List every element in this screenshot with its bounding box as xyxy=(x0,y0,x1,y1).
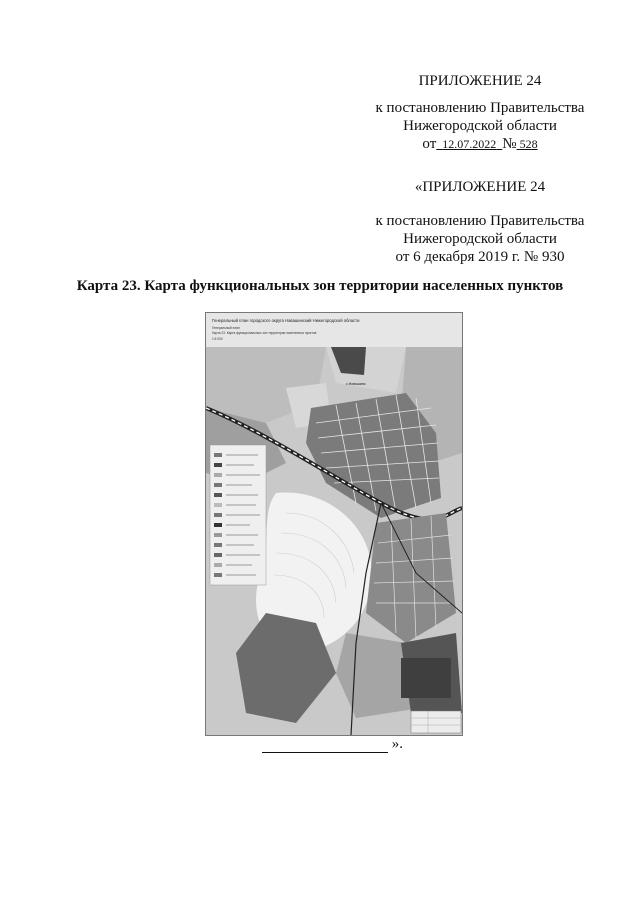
appendix-previous xyxy=(340,178,620,196)
number-value: 528 xyxy=(519,137,538,151)
closing-line xyxy=(262,736,403,753)
appendix-prev-title: «ПРИЛОЖЕНИЕ 24 xyxy=(414,179,546,195)
prev-region-line: Нижегородской области xyxy=(403,231,557,247)
map-scale: 1:5 000 xyxy=(212,337,223,341)
map-place-label: с.Новошино xyxy=(346,382,366,386)
appendix-previous-details xyxy=(340,212,620,266)
number-sign: № xyxy=(502,136,517,152)
map-header-3: Карта 23. Карта функциональных зон территории населенных пунктов xyxy=(212,331,317,335)
prev-resolution-line: к постановлению Правительства xyxy=(375,213,585,229)
appendix-current xyxy=(340,72,620,90)
map-image xyxy=(206,313,462,735)
map-header-1: Генеральный план городского округа Навашинский Нижегородской области xyxy=(212,318,360,323)
map-title: Карта 23. Карта функциональных зон территории населенных пунктов xyxy=(76,278,564,294)
date-value: 12.07.2022 xyxy=(442,137,497,151)
map-header-2: Генеральный план xyxy=(212,326,240,330)
date-line xyxy=(340,135,620,153)
appendix-title: ПРИЛОЖЕНИЕ 24 xyxy=(418,73,542,89)
closing-quote: ». xyxy=(391,736,403,752)
region-line: Нижегородской области xyxy=(403,118,557,134)
prev-date-line: от 6 декабря 2019 г. № 930 xyxy=(395,249,565,265)
functional-zones-map xyxy=(205,312,463,736)
signature-line xyxy=(262,740,388,753)
resolution-line: к постановлению Правительства xyxy=(375,100,585,116)
appendix-current-details xyxy=(340,99,620,153)
date-prefix: от xyxy=(422,136,437,152)
